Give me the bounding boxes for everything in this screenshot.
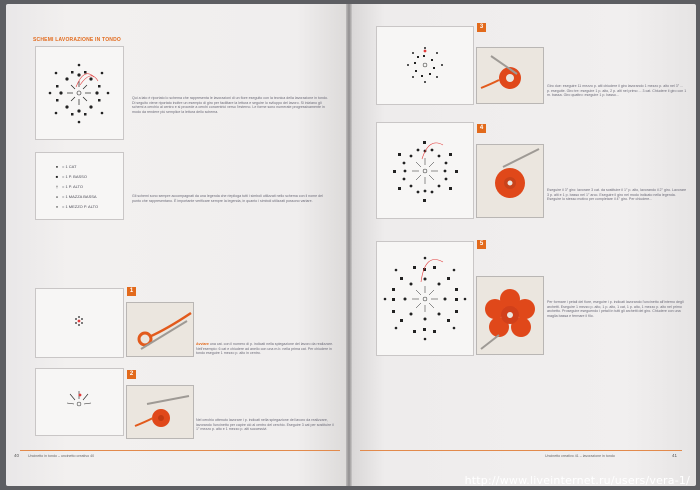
- right-footer-text: Uncinetto creativo 41 – lavorazione in tondo: [545, 454, 615, 458]
- ring-chart-icon: [36, 369, 123, 435]
- legend-item: [52, 174, 87, 179]
- legend-label: = 1 MEZZO P. ALTO: [62, 204, 99, 209]
- step2-text: Nel cerchio ottenuto lavorare i p. indicati nella spiegazione del lavoro da realizzare, lavorando l'uncinetto per capire ciò al centro del cerchio. Eseguire 3 cat per sostituire il 1° mezzo p. alto e 1 mezzo p. alti successivi.: [196, 418, 334, 432]
- step2-photo: [126, 385, 194, 439]
- step1-text: [196, 342, 334, 356]
- step4-number: 4: [477, 124, 486, 133]
- book-spine: [346, 4, 352, 486]
- step2-number: 2: [127, 370, 136, 379]
- legend-label: = 1 CAT: [62, 164, 77, 169]
- section-title: SCHEMI LAVORAZIONE IN TONDO: [33, 37, 121, 43]
- left-footer-text: Uncinetto in tondo – uncinetto creativo 40: [28, 454, 95, 458]
- ring-chart-icon: [36, 289, 123, 357]
- legend-item: [52, 204, 98, 209]
- step4-chart: [376, 122, 474, 219]
- step2-chart: [35, 368, 124, 436]
- right-footer-rule: [360, 446, 682, 451]
- intro-text: Qui a lato è riportato lo schema che rappresenta le lavorazioni di un fiore eseguito con la tecnica della lavorazione in tondo. Di seguito viene riportato inoltre un esempio di giro per facilitare la lettura e seguire lo sviluppo del lavoro. Si iniziano gli schemi a cerchio al centro e si procede a cerchi concentrici verso l'esterno. Le forme sono numerate progressivamente in modo da rendere più semplice la lettura dello schema.: [132, 96, 328, 114]
- step5-number: 5: [477, 240, 486, 249]
- flower-chart-icon: [377, 242, 473, 355]
- legend-label: = 1 MAZZA BASSA: [62, 194, 97, 199]
- step5-chart: [376, 241, 474, 356]
- step5-text: Per formare i petali del fiore, eseguire i p. indicati lavorando l'uncinetto all'interno degli archetti. Eseguire 1 mezzo p. alto, 1 p. alto, 1 cat, 1 p. alto, 1 mezzo p. alto nel primo archetto. Proseguire eseguendo i petali in tutti gli archetti del giro. Chiudere con una maglia bassa e fermare il filo.: [547, 300, 684, 318]
- step3-number: 3: [477, 23, 486, 32]
- crochet-chart-flower: [35, 46, 124, 140]
- legend-item: [52, 194, 97, 199]
- flower-chart-icon: [36, 47, 123, 139]
- legend-label: = 1 P. ALTO: [62, 184, 84, 189]
- step1-photo: [126, 302, 194, 357]
- legend-text: Gli schemi sono sempre accompagnati da una legenda che riepiloga tutti i simboli utilizzati nello schema con il nome del punto che rappresentano. È importante verificare sempre la legenda, in quanto i simboli utilizzati possono variare.: [132, 194, 323, 203]
- step4-text: Eseguire il 3° giro: lavorare 3 cat. da sostituire il 1° p. alto, lavorando il 2° giro. Lavorare 3 p. alti e 1 p. basso nel 1° arco. Eseguire il giro nel modo indicato nella legenda. Eseguire lo stesso motivo per completare il 4° giro. Per chiudere...: [547, 188, 687, 202]
- legend-item: [52, 164, 77, 169]
- half-double-symbol-icon: ⩛: [55, 204, 59, 209]
- left-page-number: 40: [14, 453, 20, 458]
- ring-chart-icon: [377, 27, 473, 104]
- step3-chart: [376, 26, 474, 105]
- step1-lead: Avviare: [196, 342, 209, 346]
- slip-stitch-symbol-icon: ⩚: [55, 194, 59, 199]
- step1-chart: [35, 288, 124, 358]
- legend-item: [52, 184, 83, 189]
- legend-label: = 1 P. BASSO: [62, 174, 87, 179]
- left-footer-rule: [20, 446, 340, 451]
- step1-number: 1: [127, 287, 136, 296]
- step3-text: Giro due: eseguire 11 mezzo p. alti chiudere il giro lavorando 1 mezzo p. alto nel 3° ... p. eseguite. Giro tre: eseguire 1 p. alto, 2 p. alti nel primo ... 3 cat. Chiudere il giro con 1 m. bassa. Giro quattro: eseguire 1 p. basso...: [547, 84, 687, 98]
- double-crochet-symbol-icon: †: [55, 184, 59, 189]
- step4-photo: [476, 144, 544, 218]
- right-page-number: 41: [672, 453, 678, 458]
- step5-photo: [476, 276, 544, 355]
- chain-symbol-icon: ●: [55, 164, 59, 169]
- step3-photo: [476, 47, 544, 104]
- watermark-url: http://www.liveinternet.ru/users/vera-1/: [464, 474, 690, 487]
- ring-chart-icon: [377, 123, 473, 218]
- step1-body: una cat. con il numero di p. indicati nella spiegazione del lavoro da realizzare. Nell'esempio: 6 cat e chiudere ad anello con una m.b. nella prima cat. Per chiudere in tondo eseguire 1 mezzo p. alto in centro.: [196, 342, 334, 356]
- single-crochet-symbol-icon: ■: [55, 174, 59, 179]
